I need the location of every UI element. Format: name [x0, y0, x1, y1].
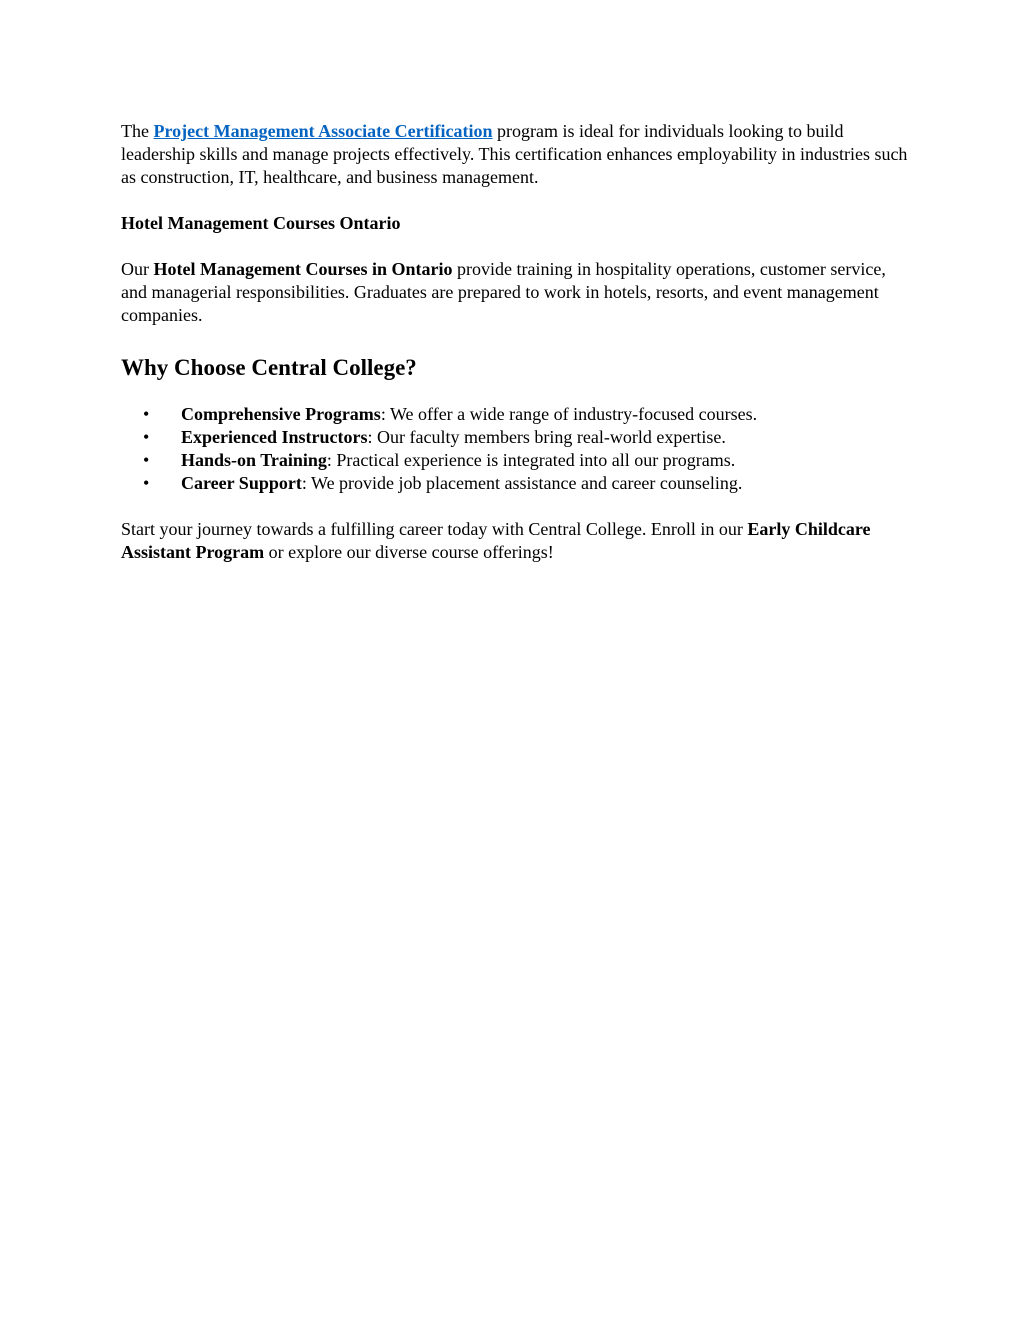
- features-list: [121, 403, 911, 495]
- feature-text: : Our faculty members bring real-world expertise.: [367, 427, 726, 447]
- bullet-icon: •: [143, 450, 150, 470]
- feature-text: : We offer a wide range of industry-focused courses.: [380, 404, 758, 424]
- hotel-text-end: provide training in hospitality operations, customer service, and managerial responsibilities. Graduates are prepared to work in hotels, resorts, and event management companies.: [121, 259, 886, 325]
- intro-text-end: program is ideal for individuals looking to build leadership skills and manage projects effectively. This certification enhances employability in industries such as construction, IT, healthcare, and business management.: [121, 121, 908, 187]
- project-management-certification-link[interactable]: Project Management Associate Certification: [153, 121, 493, 141]
- why-choose-heading: Why Choose Central College?: [121, 355, 417, 380]
- feature-title: Comprehensive Programs: [181, 404, 381, 424]
- bullet-icon: •: [143, 473, 150, 493]
- feature-text: : Practical experience is integrated into all our programs.: [326, 450, 736, 470]
- list-item: [121, 426, 911, 449]
- intro-text-start: The: [121, 121, 154, 141]
- hotel-text-start: Our: [121, 259, 154, 279]
- list-item: [121, 403, 911, 426]
- hotel-management-subheading: Hotel Management Courses Ontario: [121, 213, 401, 233]
- bullet-icon: •: [143, 427, 150, 447]
- closing-text-start: Start your journey towards a fulfilling career today with Central College. Enroll in our: [121, 519, 748, 539]
- list-item: [121, 449, 911, 472]
- feature-title: Experienced Instructors: [181, 427, 368, 447]
- document-page: [121, 120, 911, 564]
- list-item: [121, 472, 911, 495]
- hotel-management-bold-text: Hotel Management Courses in Ontario: [153, 259, 453, 279]
- bullet-icon: •: [143, 404, 150, 424]
- feature-text: : We provide job placement assistance and career counseling.: [301, 473, 743, 493]
- feature-title: Hands-on Training: [181, 450, 327, 470]
- hotel-management-paragraph: [121, 258, 911, 327]
- feature-title: Career Support: [181, 473, 302, 493]
- intro-paragraph: [121, 120, 911, 189]
- closing-text-end: or explore our diverse course offerings!: [264, 542, 554, 562]
- early-childcare-bold-text: Early Childcare Assistant Program: [121, 519, 871, 562]
- closing-paragraph: [121, 518, 911, 564]
